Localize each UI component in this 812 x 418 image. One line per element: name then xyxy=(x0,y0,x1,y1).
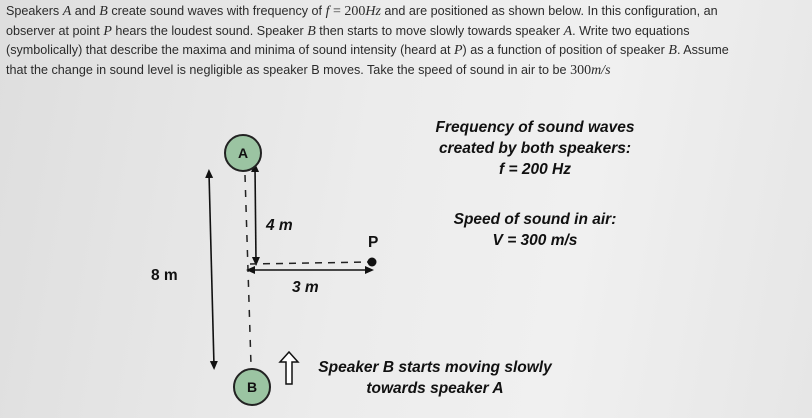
speaker-a-label: A xyxy=(237,145,249,161)
var-p: P xyxy=(103,23,112,39)
motion-note xyxy=(300,357,570,399)
text: observer at point xyxy=(6,23,104,38)
text: (symbolically) that describe the maxima and minima of sound intensity (heard at xyxy=(6,43,454,57)
var-p: P xyxy=(453,43,463,58)
frequency-info xyxy=(415,117,655,180)
frequency-info-line-1: Frequency of sound waves xyxy=(435,119,635,136)
motion-note-line-2: towards speaker A xyxy=(366,380,504,397)
var-f: f xyxy=(325,4,330,19)
text: . Assume xyxy=(676,43,729,57)
var-b: B xyxy=(99,4,108,19)
text: and xyxy=(71,4,100,18)
dashed-line-to-p xyxy=(250,262,370,264)
frequency-info-line-3: f = 200 Hz xyxy=(499,161,571,178)
var-a: A xyxy=(563,23,573,39)
text: . Write two equations xyxy=(572,23,690,38)
speed-info-line-1: Speed of sound in air: xyxy=(453,211,617,228)
motion-note-line-1: Speaker B starts moving slowly xyxy=(318,359,552,376)
text: ) as a function of position of speaker xyxy=(462,43,669,57)
up-arrow-icon xyxy=(280,352,298,384)
text: Speakers xyxy=(6,4,63,18)
text: create sound waves with frequency of xyxy=(107,4,326,18)
frequency-unit: Hz xyxy=(365,4,381,19)
var-b: B xyxy=(307,23,316,39)
text: that the change in sound level is negligible as speaker B moves. Take the speed of sound in air to be xyxy=(6,62,571,77)
arrow-4m xyxy=(255,167,256,262)
text: then starts to move slowly towards speaker xyxy=(315,23,564,38)
arrow-8m xyxy=(209,173,214,366)
speaker-a xyxy=(224,134,262,172)
speed-unit: m/s xyxy=(591,62,611,78)
frequency-info-line-2: created by both speakers: xyxy=(438,140,632,157)
equals-sign: = xyxy=(329,4,345,19)
text: hears the loudest sound. Speaker xyxy=(111,23,308,38)
speed-info-line-2: V = 300 m/s xyxy=(492,232,578,249)
frequency-value: 200 xyxy=(344,4,366,19)
distance-4m-label: 4 m xyxy=(266,217,293,234)
var-b: B xyxy=(668,43,677,58)
var-a: A xyxy=(62,4,72,19)
speed-value: 300 xyxy=(570,62,592,78)
text: and are positioned as shown below. In this configuration, an xyxy=(380,4,718,18)
distance-3m-label: 3 m xyxy=(292,279,319,296)
speed-info xyxy=(415,209,655,251)
speaker-b xyxy=(233,368,271,406)
point-p-dot xyxy=(368,258,377,267)
speaker-b-label: B xyxy=(246,379,258,395)
point-p-label: P xyxy=(368,234,379,251)
distance-8m-label: 8 m xyxy=(151,267,178,284)
